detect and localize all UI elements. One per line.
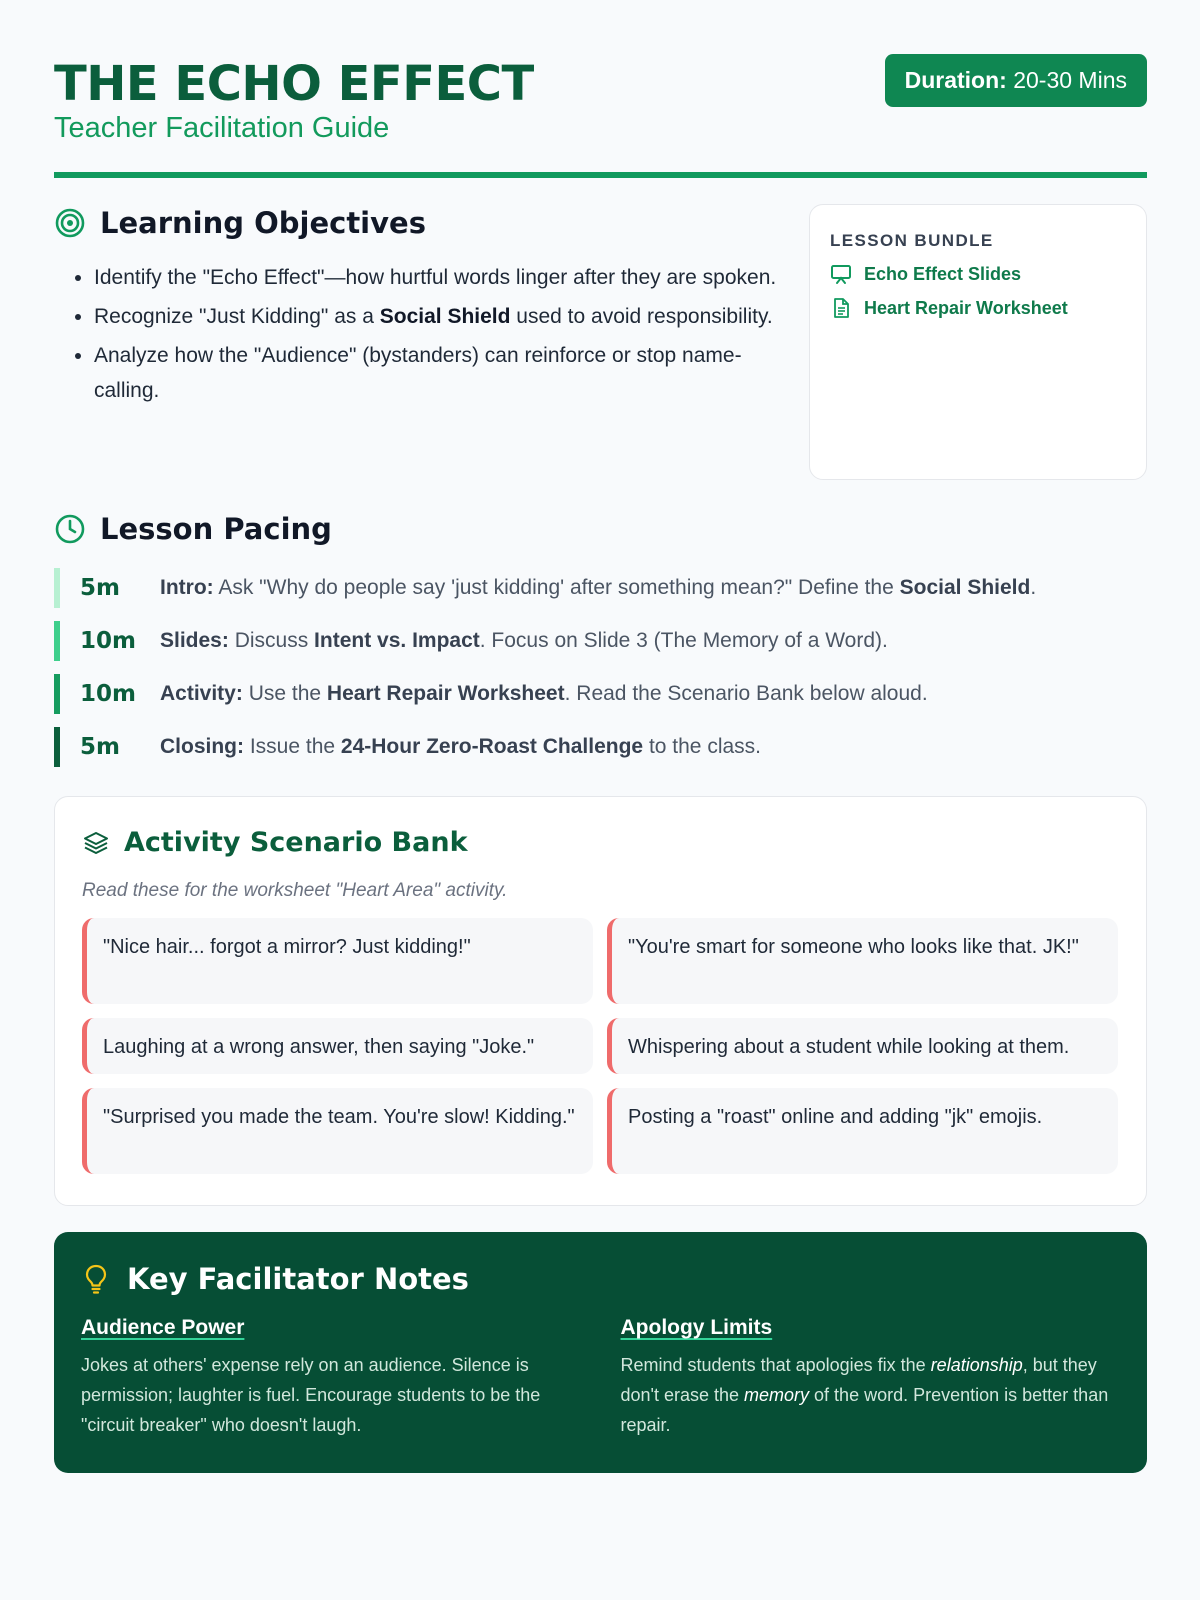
note-body: Remind students that apologies fix the relationship, but they don't erase the memory of the word. Prevention is better than repair. [620, 1355, 1109, 1435]
scenario-card: "Surprised you made the team. You're slow! Kidding." [82, 1088, 593, 1174]
bundle-heading: LESSON BUNDLE [830, 231, 994, 250]
bundle-link-worksheet[interactable] [830, 297, 1126, 319]
pacing-row [54, 674, 1147, 714]
lightbulb-icon [81, 1263, 111, 1295]
note-audience-power [81, 1316, 581, 1440]
scenario-grid [82, 918, 1119, 1174]
scenario-heading: Activity Scenario Bank [124, 827, 468, 858]
scenario-card: Whispering about a student while looking at them. [607, 1018, 1118, 1074]
objectives-list [54, 260, 784, 408]
scenario-card: Posting a "roast" online and adding "jk" emojis. [607, 1088, 1118, 1174]
lesson-bundle [809, 204, 1147, 480]
pacing-text: Activity: Use the Heart Repair Worksheet. Read the Scenario Bank below aloud. [160, 682, 928, 705]
document-icon [830, 297, 852, 319]
duration-value: 20-30 Mins [1013, 67, 1127, 93]
note-body: Jokes at others' expense rely on an audience. Silence is permission; laughter is fuel. Encourage students to be the "circuit breaker" who doesn't laugh. [81, 1355, 541, 1435]
facilitator-notes [54, 1232, 1147, 1473]
list-item: • Identify the "Echo Effect"—how hurtful words linger after they are spoken. [94, 260, 784, 295]
target-icon [54, 207, 86, 239]
bundle-item-label: Heart Repair Worksheet [864, 297, 1068, 318]
pacing-text: Closing: Issue the 24-Hour Zero-Roast Challenge to the class. [160, 735, 761, 758]
bundle-link-slides[interactable] [830, 263, 1126, 285]
learning-objectives [54, 206, 784, 412]
pacing-time: 5m [80, 734, 120, 760]
scenario-card: "You're smart for someone who looks like that. JK!" [607, 918, 1118, 1004]
pacing-text: Intro: Ask "Why do people say 'just kidding' after something mean?" Define the Social Shield. [160, 576, 1037, 599]
pacing-heading: Lesson Pacing [100, 512, 332, 546]
duration-badge [885, 54, 1147, 107]
facilitation-guide [54, 0, 1147, 1435]
scenario-card: Laughing at a wrong answer, then saying "Joke." [82, 1018, 593, 1074]
list-item: • Recognize "Just Kidding" as a Social Shield used to avoid responsibility. [94, 299, 784, 334]
bundle-item-label: Echo Effect Slides [864, 263, 1022, 284]
header [54, 0, 1147, 178]
layers-icon [82, 829, 110, 857]
pacing-row [54, 727, 1147, 767]
page-subtitle: Teacher Facilitation Guide [54, 112, 390, 144]
page-title: THE ECHO EFFECT [54, 56, 534, 112]
scenario-card: "Nice hair... forgot a mirror? Just kidding!" [82, 918, 593, 1004]
pacing-time: 10m [80, 681, 136, 707]
presentation-icon [830, 263, 852, 285]
note-title: Apology Limits [620, 1316, 773, 1339]
pacing-row [54, 621, 1147, 661]
duration-label: Duration: [904, 67, 1007, 93]
clock-icon [54, 513, 86, 545]
pacing-time: 5m [80, 575, 120, 601]
list-item: • Analyze how the "Audience" (bystanders) can reinforce or stop name-calling. [94, 338, 784, 408]
notes-heading: Key Facilitator Notes [127, 1262, 469, 1296]
scenario-subtitle: Read these for the worksheet "Heart Area" activity. [82, 880, 508, 901]
note-apology-limits [621, 1316, 1121, 1440]
lesson-pacing [54, 512, 1147, 780]
pacing-list [54, 568, 1147, 767]
pacing-text: Slides: Discuss Intent vs. Impact. Focus on Slide 3 (The Memory of a Word). [160, 629, 888, 652]
pacing-row [54, 568, 1147, 608]
objectives-heading: Learning Objectives [100, 206, 426, 240]
scenario-bank [54, 796, 1147, 1206]
note-title: Audience Power [81, 1316, 245, 1339]
pacing-time: 10m [80, 628, 136, 654]
